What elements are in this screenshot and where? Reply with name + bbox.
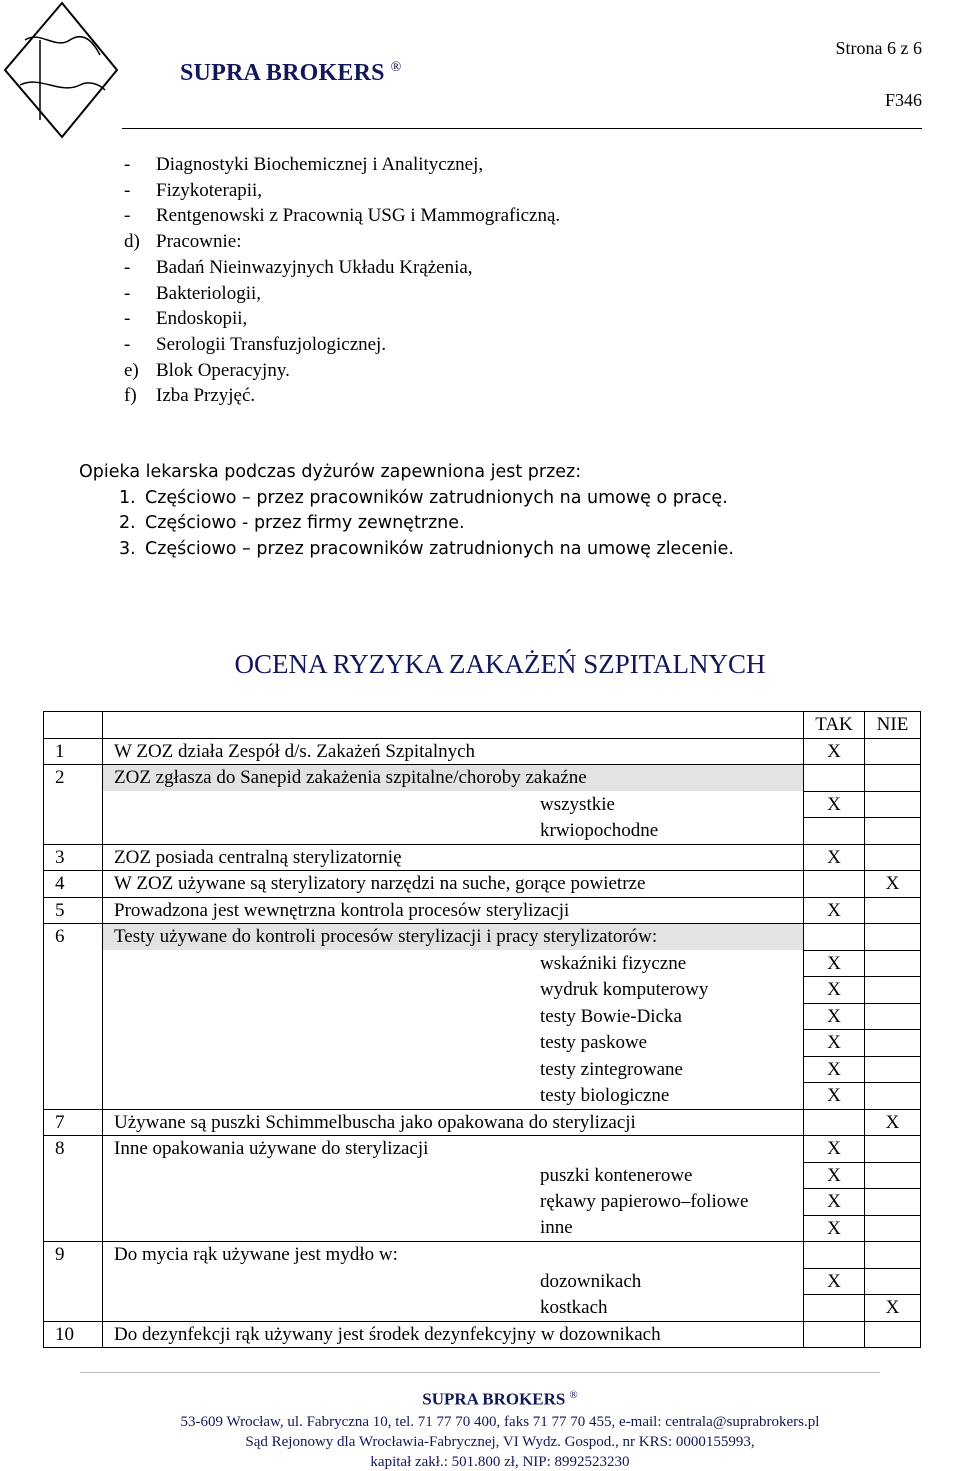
list-text: Endoskopii, [156,308,248,330]
row-question: ZOZ zgłasza do Sanepid zakażenia szpitalne/choroby zakaźne [103,765,804,792]
item-number: 3. [119,538,136,559]
medical-care-list [79,486,734,563]
table-header-row [44,712,921,739]
header-divider [122,128,922,129]
department-list-item [124,332,560,358]
row-number [44,1268,103,1295]
row-number: 9 [44,1242,103,1269]
answer-tak: X [804,1083,865,1110]
table-row [44,1109,921,1136]
table-subrow [44,1215,921,1242]
item-text: Częściowo - przez firmy zewnętrzne. [145,513,465,533]
subitem-label: wydruk komputerowy [103,977,804,1004]
table-subrow [44,950,921,977]
list-text: Pracownie: [156,231,242,253]
list-marker: - [124,333,131,355]
answer-nie: X [865,1109,921,1136]
answer-tak: X [804,844,865,871]
page-number: Strona 6 z 6 [835,38,922,58]
footer-court-registry: Sąd Rejonowy dla Wrocławia-Fabrycznej, VI Wydz. Gospod., nr KRS: 0000155993, [245,1434,755,1450]
item-number: 2. [119,513,136,533]
answer-tak: X [804,1030,865,1057]
table-subrow [44,1189,921,1216]
answer-nie: X [865,1295,921,1322]
item-number: 1. [119,487,136,508]
subitem-label: inne [103,1215,804,1242]
footer-brand: SUPRA BROKERS ® [422,1389,578,1409]
table-row [44,765,921,792]
row-number [44,950,103,977]
answer-tak: X [804,977,865,1004]
answer-tak: X [804,1215,865,1242]
answer-tak: X [804,1003,865,1030]
footer-capital: kapitał zakł.: 501.800 zł, NIP: 8992523230 [370,1454,630,1470]
answer-nie [865,1268,921,1295]
answer-nie [865,1083,921,1110]
answer-nie [865,1136,921,1163]
departments-list [124,152,560,409]
table-subrow [44,1295,921,1322]
list-marker: - [124,154,131,175]
subitem-label: testy zintegrowane [103,1056,804,1083]
column-header-nie: NIE [865,712,921,739]
answer-tak: X [804,1162,865,1189]
row-number [44,1056,103,1083]
table-subrow [44,1003,921,1030]
answer-tak: X [804,738,865,765]
footer-address: 53-609 Wrocław, ul. Fabryczna 10, tel. 71 77 70 400, faks 71 77 70 455, e-mail: centrala@suprabrokers.pl [180,1414,820,1430]
department-list-item [124,229,560,255]
list-marker: d) [124,231,140,253]
table-row [44,1136,921,1163]
answer-nie [865,1189,921,1216]
answer-nie [865,765,921,792]
row-question: Prowadzona jest wewnętrzna kontrola procesów sterylizacji [103,897,804,924]
row-number [44,1215,103,1242]
row-number [44,977,103,1004]
answer-tak: X [804,897,865,924]
answer-nie [865,1321,921,1348]
row-number: 5 [44,897,103,924]
row-number [44,1003,103,1030]
answer-nie [865,1030,921,1057]
table-row [44,1242,921,1269]
row-number [44,1083,103,1110]
item-text: Częściowo – przez pracowników zatrudnionych na umowę zlecenie. [145,538,734,559]
answer-tak [804,924,865,951]
table-row [44,844,921,871]
answer-tak [804,1242,865,1269]
subitem-label: rękawy papierowo–foliowe [103,1189,804,1216]
answer-nie [865,738,921,765]
column-header-tak: TAK [804,712,865,739]
list-marker: - [124,256,131,278]
subitem-label: dozownikach [103,1268,804,1295]
list-marker: f) [124,385,137,407]
medical-care-intro: Opieka lekarska podczas dyżurów zapewniona jest przez: [79,462,582,482]
row-number [44,1295,103,1322]
answer-nie [865,844,921,871]
answer-tak: X [804,1136,865,1163]
list-text: Badań Nieinwazyjnych Układu Krążenia, [156,256,473,278]
row-question: ZOZ posiada centralną sterylizatornię [103,844,804,871]
row-question: W ZOZ używane są sterylizatory narzędzi na suche, gorące powietrze [103,871,804,898]
row-number: 7 [44,1109,103,1136]
list-marker: - [124,179,131,201]
table-subrow [44,1030,921,1057]
answer-tak: X [804,791,865,818]
answer-tak: X [804,1056,865,1083]
subitem-label: krwiopochodne [103,818,804,845]
answer-nie [865,1242,921,1269]
medical-care-item [79,511,734,537]
table-row [44,897,921,924]
list-text: Blok Operacyjny. [156,359,290,381]
department-list-item [124,255,560,281]
table-subrow [44,1268,921,1295]
answer-nie [865,950,921,977]
row-number [44,818,103,845]
answer-nie [865,924,921,951]
department-list-item [124,203,560,229]
answer-nie [865,977,921,1004]
row-number [44,1030,103,1057]
department-list-item [124,383,560,409]
table-subrow [44,818,921,845]
subitem-label: wszystkie [103,791,804,818]
list-text: Fizykoterapii, [156,179,263,201]
list-text: Rentgenowski z Pracownią USG i Mammograficzną. [156,205,561,227]
subitem-label: puszki kontenerowe [103,1162,804,1189]
table-row [44,1321,921,1348]
list-marker: - [124,282,131,304]
answer-nie [865,1162,921,1189]
answer-tak: X [804,1268,865,1295]
answer-nie [865,1215,921,1242]
row-number: 8 [44,1136,103,1163]
list-marker: - [124,205,131,227]
table-subrow [44,977,921,1004]
row-number: 6 [44,924,103,951]
subitem-label: testy Bowie-Dicka [103,1003,804,1030]
row-number [44,1189,103,1216]
company-logo [0,0,120,140]
list-text: Izba Przyjęć. [156,385,256,407]
section-title: OCENA RYZYKA ZAKAŻEŃ SZPITALNYCH [234,649,766,679]
subitem-label: testy paskowe [103,1030,804,1057]
medical-care-section [79,460,734,562]
row-number: 3 [44,844,103,871]
answer-tak [804,1109,865,1136]
subitem-label: wskaźniki fizyczne [103,950,804,977]
answer-tak [804,818,865,845]
table-row [44,738,921,765]
row-number: 2 [44,765,103,792]
header-num-cell [44,712,103,739]
subitem-label: kostkach [103,1295,804,1322]
answer-tak: X [804,1189,865,1216]
footer-divider [80,1372,880,1373]
row-question: Do mycia rąk używane jest mydło w: [103,1242,804,1269]
row-number: 1 [44,738,103,765]
answer-nie [865,818,921,845]
answer-nie [865,791,921,818]
table-subrow [44,1162,921,1189]
table-row [44,924,921,951]
row-question: Do dezynfekcji rąk używany jest środek dezynfekcyjny w dozownikach [103,1321,804,1348]
answer-tak [804,871,865,898]
answer-tak [804,1295,865,1322]
medical-care-item [79,486,734,512]
department-list-item [124,306,560,332]
answer-tak: X [804,950,865,977]
row-question: Używane są puszki Schimmelbuscha jako opakowana do sterylizacji [103,1109,804,1136]
row-number [44,791,103,818]
table-row [44,871,921,898]
header-text-cell [103,712,804,739]
answer-nie [865,1056,921,1083]
list-text: Serologii Transfuzjologicznej. [156,333,387,355]
department-list-item [124,178,560,204]
department-list-item [124,358,560,384]
subitem-label: testy biologiczne [103,1083,804,1110]
department-list-item [124,152,560,178]
answer-nie [865,897,921,924]
answer-tak [804,765,865,792]
row-question: Inne opakowania używane do sterylizacji [103,1136,804,1163]
list-text: Diagnostyki Biochemicznej i Analitycznej, [156,154,484,175]
row-question: Testy używane do kontroli procesów sterylizacji i pracy sterylizatorów: [103,924,804,951]
header-brand: SUPRA BROKERS ® [180,60,402,86]
row-question: W ZOZ działa Zespół d/s. Zakażeń Szpitalnych [103,738,804,765]
risk-assessment-table [43,711,921,1348]
form-code: F346 [884,90,922,110]
item-text: Częściowo – przez pracowników zatrudnionych na umowę o pracę. [145,487,728,508]
list-text: Bakteriologii, [156,282,262,304]
table-subrow [44,1056,921,1083]
row-number [44,1162,103,1189]
table-subrow [44,1083,921,1110]
list-marker: - [124,308,131,330]
answer-nie: X [865,871,921,898]
department-list-item [124,281,560,307]
answer-nie [865,1003,921,1030]
row-number: 4 [44,871,103,898]
list-marker: e) [124,359,139,381]
row-number: 10 [44,1321,103,1348]
table-subrow [44,791,921,818]
answer-tak [804,1321,865,1348]
medical-care-item [79,537,734,563]
